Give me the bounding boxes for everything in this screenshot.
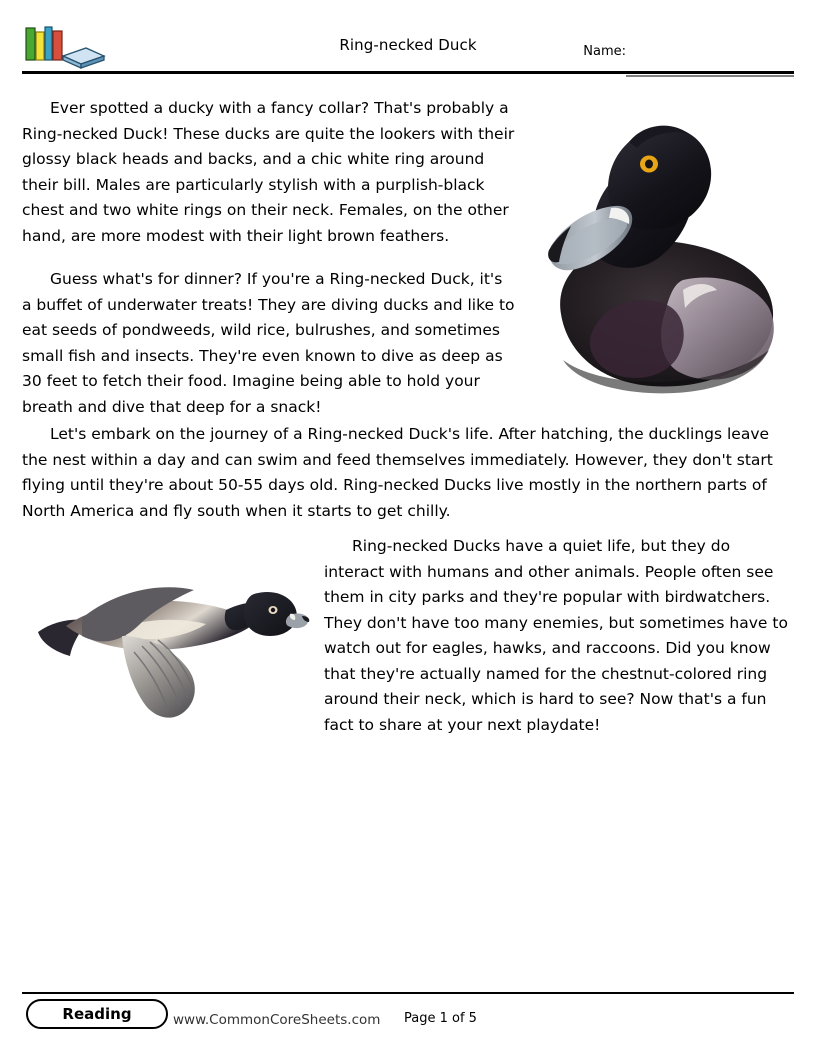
page-title: Ring-necked Duck (339, 36, 477, 54)
site-url: www.CommonCoreSheets.com (173, 1012, 381, 1028)
paragraph-4: Ring-necked Ducks have a quiet life, but they do interact with humans and other animals. People often see them in city parks and they're popular with birdwatchers. They don't have too many enemies, but sometimes have to watch out for eagles, hawks, and raccoons. Did you know that they're actually named for the chestnut-colored ring around their neck, which is hard to see? Now that's a fun fact to share at your next playdate! (324, 537, 788, 734)
paragraph-3: Let's embark on the journey of a Ring-necked Duck's life. After hatching, the ducklings leave the nest within a day and can swim and feed themselves immediately. However, they don't start flying until they're about 50-55 days old. Ring-necked Ducks live mostly in the northern parts of North America and fly south when it starts to get chilly. (22, 425, 773, 520)
page-header (22, 22, 794, 72)
article-full-width (22, 422, 794, 542)
paragraph-1: Ever spotted a ducky with a fancy collar? That's probably a Ring-necked Duck! These ducks are quite the lookers with their glossy black heads and backs, and a chic white ring around their bill. Males are particularly stylish with a purplish-black chest and two white rings on their neck. Females, on the other hand, are more modest with their light brown feathers. (22, 99, 515, 245)
duck-swimming-image (533, 104, 789, 400)
page-number: Page 1 of 5 (404, 1011, 477, 1026)
subject-badge-label: Reading (62, 1005, 132, 1023)
subject-badge (26, 999, 168, 1029)
header-divider (22, 71, 794, 74)
name-label: Name: (583, 44, 626, 59)
paragraph-2: Guess what's for dinner? If you're a Ring-necked Duck, it's a buffet of underwater treats! They are diving ducks and like to eat seeds of pondweeds, wild rice, bulrushes, and sometimes small fish and insects. They're even known to dive as deep as 30 feet to fetch their food. Imagine being able to hold your breath and dive that deep for a snack! (22, 270, 515, 416)
duck-flying-image (30, 540, 310, 760)
article-column-right (324, 534, 794, 756)
article-column-left (22, 96, 516, 438)
footer-divider (22, 992, 794, 994)
